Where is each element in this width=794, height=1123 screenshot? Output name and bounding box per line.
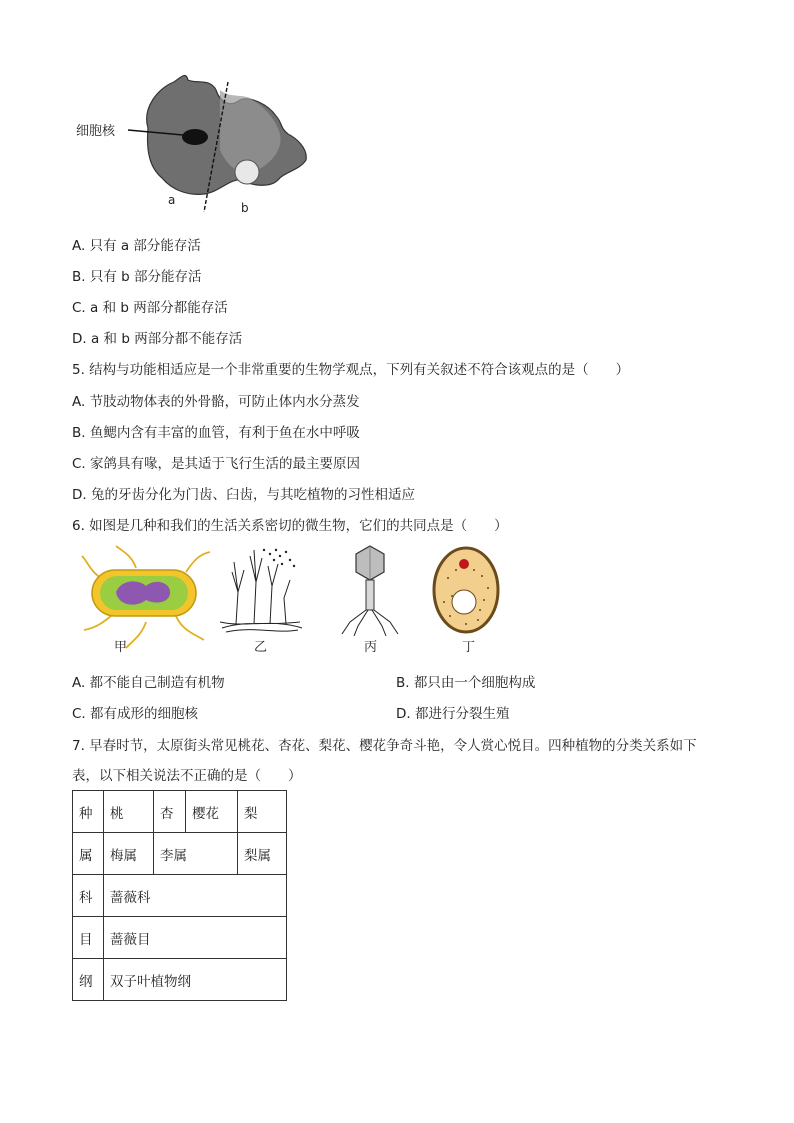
cell-cherry: 樱花 bbox=[186, 791, 238, 833]
rank-genus: 属 bbox=[73, 833, 104, 875]
q6-option-d[interactable]: D. 都进行分裂生殖 bbox=[396, 706, 510, 722]
q5-option-a[interactable]: A. 节肢动物体表的外骨骼，可防止体内水分蒸发 bbox=[72, 394, 360, 410]
q6-option-b[interactable]: B. 都只由一个细胞构成 bbox=[396, 675, 536, 691]
rank-order: 目 bbox=[73, 917, 104, 959]
nucleus-label: 细胞核 bbox=[76, 124, 116, 139]
rank-species: 种 bbox=[73, 791, 104, 833]
vacuole bbox=[235, 160, 259, 184]
figure-label-jia: 甲 bbox=[114, 640, 128, 654]
q5-option-d[interactable]: D. 兔的牙齿分化为门齿、臼齿，与其吃植物的习性相适应 bbox=[72, 487, 415, 503]
cell-family: 蔷薇科 bbox=[104, 875, 287, 917]
mold-figure bbox=[216, 542, 306, 654]
cell-order: 蔷薇目 bbox=[104, 917, 287, 959]
q4-option-d[interactable]: D. a 和 b 两部分都不能存活 bbox=[72, 331, 243, 347]
part-a-label: a bbox=[168, 193, 176, 207]
cell-pear: 梨 bbox=[238, 791, 287, 833]
cell-peach: 桃 bbox=[104, 791, 154, 833]
bacterium-figure bbox=[76, 542, 216, 654]
figure-label-yi: 乙 bbox=[254, 640, 268, 654]
phage-figure bbox=[328, 542, 412, 654]
cell-li-genus: 李属 bbox=[154, 833, 238, 875]
taxonomy-table bbox=[72, 790, 287, 1001]
table-row-species bbox=[73, 791, 287, 833]
q4-option-b[interactable]: B. 只有 b 部分能存活 bbox=[72, 269, 202, 285]
rank-class: 纲 bbox=[73, 959, 104, 1001]
q6-option-a[interactable]: A. 都不能自己制造有机物 bbox=[72, 675, 225, 691]
part-b-label: b bbox=[241, 201, 249, 215]
figure-label-ding: 丁 bbox=[462, 640, 476, 654]
figure-label-bing: 丙 bbox=[364, 640, 378, 654]
q4-option-a[interactable]: A. 只有 a 部分能存活 bbox=[72, 238, 201, 254]
cell-apricot: 杏 bbox=[154, 791, 186, 833]
q5-option-b[interactable]: B. 鱼鳃内含有丰富的血管，有利于鱼在水中呼吸 bbox=[72, 425, 360, 441]
table-row-class bbox=[73, 959, 287, 1001]
cell-mei-genus: 梅属 bbox=[104, 833, 154, 875]
q7-stem-line2: 表，以下相关说法不正确的是（ ） bbox=[72, 768, 302, 784]
table-row-genus bbox=[73, 833, 287, 875]
q7-stem-line1: 7. 早春时节，太原街头常见桃花、杏花、梨花、樱花争奇斗艳，令人赏心悦目。四种植物的分类关系如下 bbox=[72, 738, 697, 754]
amoeba-figure bbox=[70, 68, 330, 218]
table-row-family bbox=[73, 875, 287, 917]
q4-option-c[interactable]: C. a 和 b 两部分都能存活 bbox=[72, 300, 228, 316]
rank-family: 科 bbox=[73, 875, 104, 917]
yeast-vacuole bbox=[452, 590, 476, 614]
table-row-order bbox=[73, 917, 287, 959]
q6-option-c[interactable]: C. 都有成形的细胞核 bbox=[72, 706, 199, 722]
yeast-figure bbox=[428, 542, 508, 654]
q5-option-c[interactable]: C. 家鸽具有喙，是其适于飞行生活的最主要原因 bbox=[72, 456, 361, 472]
cell-class: 双子叶植物纲 bbox=[104, 959, 287, 1001]
q6-stem: 6. 如图是几种和我们的生活关系密切的微生物，它们的共同点是（ ） bbox=[72, 518, 508, 534]
nucleus bbox=[182, 129, 208, 145]
cell-li-pear-genus: 梨属 bbox=[238, 833, 287, 875]
q5-stem: 5. 结构与功能相适应是一个非常重要的生物学观点，下列有关叙述不符合该观点的是（ ） bbox=[72, 362, 630, 378]
